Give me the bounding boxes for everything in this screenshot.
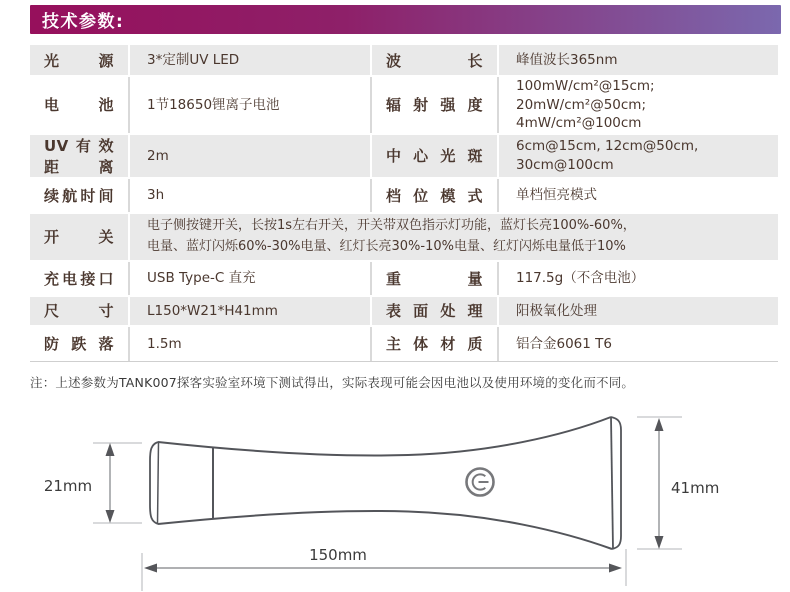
dim-width-label: 21mm [43, 476, 93, 495]
dim-length-label: 150mm [309, 545, 367, 564]
page-title: 技术参数: [42, 12, 125, 32]
table-row [30, 295, 778, 327]
spec-table [30, 43, 778, 362]
table-row [30, 179, 778, 212]
spec-value: 单档恒亮模式 [499, 179, 778, 212]
dim-height-label: 41mm [671, 478, 720, 497]
spec-value: 3h [130, 179, 372, 212]
spec-label: 光源 [30, 43, 130, 77]
section-header-bar [30, 5, 781, 34]
table-row [30, 262, 778, 295]
spec-label: 电池 [30, 77, 130, 133]
spec-value: L150*W21*H41mm [130, 295, 372, 327]
footnote: 注：上述参数为TANK007探客实验室环境下测试得出，实际表现可能会因电池以及使用环境的变化而不同。 [30, 374, 635, 390]
spec-label: 主体材质 [372, 327, 499, 361]
spec-value: 117.5g（不含电池） [499, 262, 778, 295]
table-row [30, 133, 778, 179]
spec-value: 铝合金6061 T6 [499, 327, 778, 361]
flashlight-body [150, 417, 621, 549]
table-row [30, 43, 778, 77]
spec-label: 中心光斑 [372, 133, 499, 179]
spec-label: 辐射强度 [372, 77, 499, 133]
power-button-icon [467, 468, 494, 495]
spec-value: 100mW/cm²@15cm; 20mW/cm²@50cm; 4mW/cm²@100cm [499, 77, 778, 133]
table-row [30, 77, 778, 133]
spec-label: UV有效距离 [30, 133, 130, 179]
spec-label: 防跌落 [30, 327, 130, 361]
spec-label: 档位模式 [372, 179, 499, 212]
spec-value: 6cm@15cm, 12cm@50cm, 30cm@100cm [499, 133, 778, 179]
spec-value: 3*定制UV LED [130, 43, 372, 77]
spec-label: 充电接口 [30, 262, 130, 295]
table-row [30, 327, 778, 361]
spec-value: 阳极氧化处理 [499, 295, 778, 327]
spec-label: 开关 [30, 212, 130, 262]
table-row-switch [30, 212, 778, 262]
spec-value: 1节18650锂离子电池 [130, 77, 372, 133]
spec-value: 2m [130, 133, 372, 179]
spec-label: 表面处理 [372, 295, 499, 327]
flashlight-outline-drawing [0, 403, 790, 592]
extension-lines [93, 417, 682, 591]
spec-label: 波长 [372, 43, 499, 77]
dimension-arrows [106, 418, 664, 573]
spec-value: 1.5m [130, 327, 372, 361]
spec-label: 尺寸 [30, 295, 130, 327]
spec-value: 峰值波长365nm [499, 43, 778, 77]
spec-label: 重量 [372, 262, 499, 295]
spec-label: 续航时间 [30, 179, 130, 212]
product-dimension-drawing [0, 403, 790, 592]
spec-value: 电子侧按键开关，长按1s左右开关，开关带双色指示灯功能，蓝灯长亮100%-60%， 电量、蓝灯闪烁60%-30%电量、红灯长亮30%-10%电量、红灯闪烁电量低于10% [130, 212, 778, 262]
spec-value: USB Type-C 直充 [130, 262, 372, 295]
